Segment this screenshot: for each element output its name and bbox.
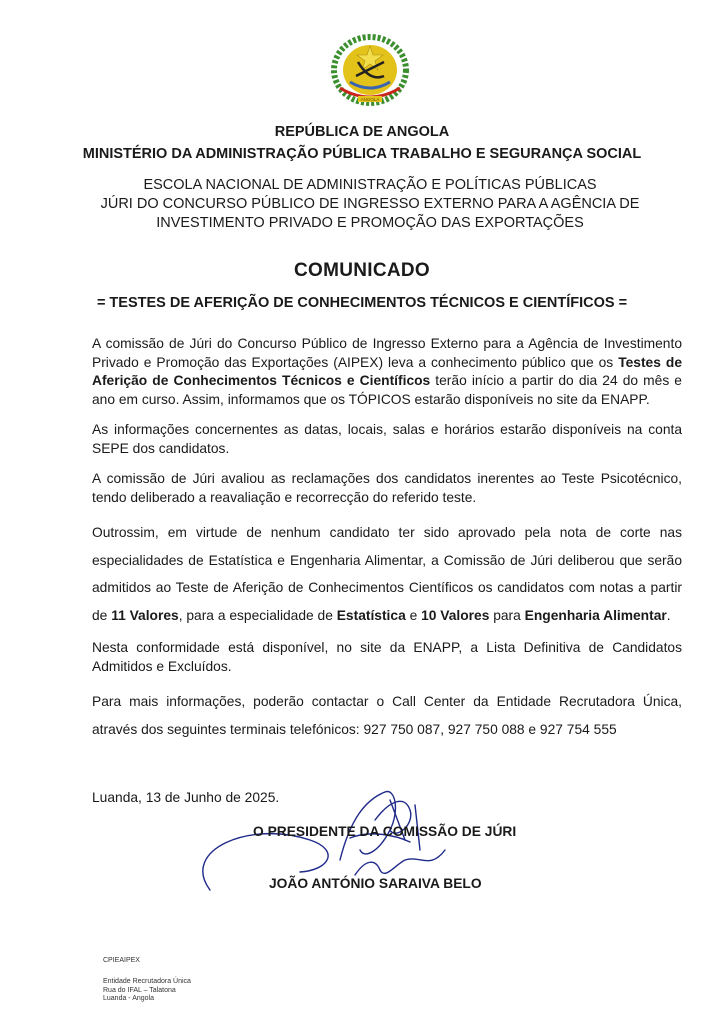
communique-body (92, 335, 682, 753)
footer-address-line: Rua do IFAL – Talatona (103, 986, 176, 994)
school-heading-block (60, 176, 680, 233)
document-date: Luanda, 13 de Junho de 2025. (92, 790, 280, 805)
text-bold: Estatística (336, 607, 406, 623)
jury-heading: JÚRI DO CONCURSO PÚBLICO DE INGRESSO EXTERNO PARA A AGÊNCIA DE INVESTIMENTO PRIVADO E PROMOÇÃO DAS EXPORTAÇÕES (100, 196, 640, 231)
paragraph-schedule-info: As informações concernentes as datas, locais, salas e horários estarão disponíveis na conta SEPE dos candidatos. (92, 422, 682, 456)
text-bold: 11 Valores (111, 607, 179, 623)
paragraph-contact-info: Para mais informações, poderão contactar o Call Center da Entidade Recrutadora Única, através dos seguintes terminais telefónicos: 927 750 087, 927 750 088 e 927 754 555 (92, 694, 682, 737)
communique-title: COMUNICADO (294, 260, 430, 281)
signer-name: JOÃO ANTÓNIO SARAIVA BELO (269, 876, 482, 891)
paragraph-announcement (92, 335, 682, 409)
text-bold: Engenharia Alimentar (524, 607, 667, 623)
footer-code: CPIEAIPEX (103, 957, 140, 964)
paragraph-admission-thresholds (92, 519, 682, 629)
text: e (405, 607, 422, 623)
text: Outrossim, em virtude de nenhum candidato ter sido aprovado pela nota de corte nas especialidades de Estatística e Engenharia Alimentar, a Comissão de Júri deliberou que serão admitidos ao Teste de Aferição de Conhecimentos Científicos os candidatos com notas a partir de (92, 525, 682, 623)
footer-address (103, 978, 191, 1004)
paragraph-psychotechnical-review: A comissão de Júri avaliou as reclamações dos candidatos inerentes ao Teste Psicotécnico, tendo deliberado a reavaliação e recorrecção do referido teste. (92, 471, 682, 505)
republic-heading: REPÚBLICA DE ANGOLA (274, 124, 450, 140)
text: para (489, 607, 525, 623)
text-bold: 10 Valores (421, 607, 490, 623)
text: , para a especialidade de (178, 607, 337, 623)
footer-address-line: Luanda - Angola (103, 995, 154, 1002)
paragraph-final-list: Nesta conformidade está disponível, no site da ENAPP, a Lista Definitiva de Candidatos Admitidos e Excluídos. (92, 640, 682, 674)
text: terão início a partir do dia 24 do mês e ano em curso. Assim, informamos que os TÓPICOS estarão disponíveis no site da ENAPP. (92, 373, 682, 407)
text: A comissão de Júri do Concurso Público de Ingresso Externo para a Agência de Investimento Privado e Promoção das Exportações (AIPEX) leva a conhecimento público que os (92, 336, 682, 370)
footer-address-line: Entidade Recrutadora Única (103, 978, 191, 985)
communique-subtitle: = TESTES DE AFERIÇÃO DE CONHECIMENTOS TÉCNICOS E CIENTÍFICOS = (96, 295, 628, 311)
signer-title: O PRESIDENTE DA COMISSÃO DE JÚRI (253, 824, 517, 839)
ministry-heading: MINISTÉRIO DA ADMINISTRAÇÃO PÚBLICA TRABALHO E SEGURANÇA SOCIAL (82, 146, 642, 162)
text: . (666, 607, 671, 623)
school-heading: ESCOLA NACIONAL DE ADMINISTRAÇÃO E POLÍTICAS PÚBLICAS (143, 177, 597, 193)
text-bold: Testes de Aferição de Conhecimentos Técnicos e Científicos (92, 354, 682, 388)
angola-coat-of-arms-emblem (328, 32, 412, 108)
emblem-caption: ANGOLA (360, 97, 380, 102)
